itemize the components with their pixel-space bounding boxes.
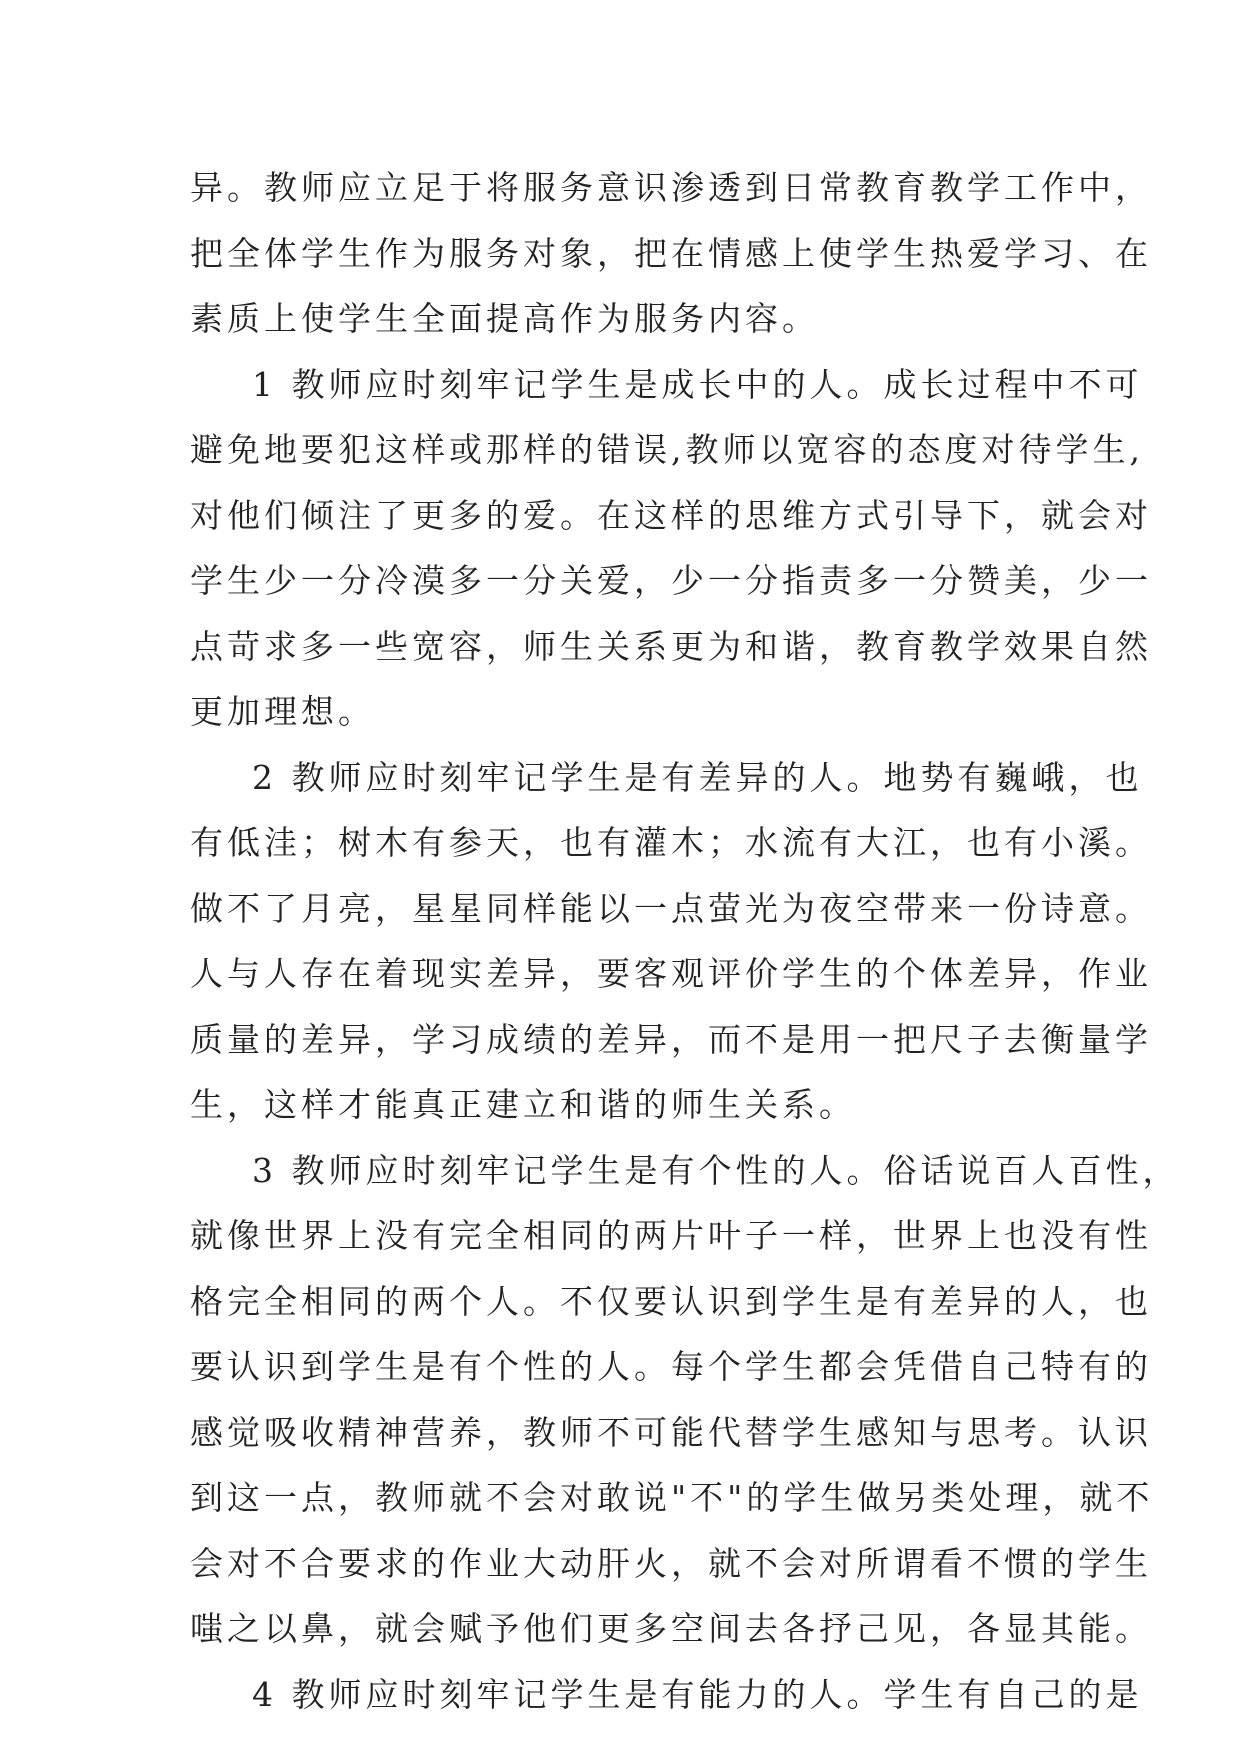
text-line: 生，这样才能真正建立和谐的师生关系。 [190, 1085, 856, 1124]
text-line: 更加理想。 [190, 692, 375, 731]
text-line: 人与人存在着现实差异，要客观评价学生的个体差异，作业 [190, 954, 1152, 993]
text-line: 异。教师应立足于将服务意识渗透到日常教育教学工作中， [190, 168, 1152, 207]
text-line: 学生少一分冷漠多一分关爱，少一分指责多一分赞美，少一 [190, 561, 1152, 600]
text-line: 做不了月亮，星星同样能以一点萤光为夜空带来一份诗意。 [190, 888, 1152, 928]
text-line: 质量的差异，学习成绩的差异，而不是用一把尺子去衡量学 [190, 1019, 1152, 1059]
paragraph-4-start-line: 4 教师应时刻牢记学生是有能力的人。学生有自己的是 [252, 1674, 1143, 1714]
text-line: 会对不合要求的作业大动肝火，就不会对所谓看不惯的学生 [190, 1543, 1152, 1583]
text-line: 对他们倾注了更多的爱。在这样的思维方式引导下，就会对 [190, 495, 1152, 535]
text-line: 到这一点，教师就不会对敢说"不"的学生做另类处理，就不 [190, 1478, 1154, 1517]
text-line: 素质上使学生全面提高作为服务内容。 [190, 299, 819, 338]
paragraph-3-start-line: 3 教师应时刻牢记学生是有个性的人。俗话说百人百性， [252, 1150, 1180, 1190]
text-line: 格完全相同的两个人。不仅要认识到学生是有差异的人，也 [190, 1281, 1152, 1321]
text-line: 感觉吸收精神营养，教师不可能代替学生感知与思考。认识 [190, 1412, 1152, 1452]
paragraph-2-start-line: 2 教师应时刻牢记学生是有差异的人。地势有巍峨，也 [252, 757, 1143, 797]
text-line: 就像世界上没有完全相同的两片叶子一样，世界上也没有性 [190, 1216, 1152, 1255]
text-line: 有低洼；树木有参天，也有灌木；水流有大江，也有小溪。 [190, 823, 1152, 862]
text-line: 嗤之以鼻，就会赋予他们更多空间去各抒己见，各显其能。 [190, 1609, 1152, 1648]
body-text [190, 155, 1180, 1727]
text-line: 要认识到学生是有个性的人。每个学生都会凭借自己特有的 [190, 1347, 1152, 1386]
text-line: 避免地要犯这样或那样的错误,教师以宽容的态度对待学生, [190, 430, 1144, 469]
text-line: 点苛求多一些宽容，师生关系更为和谐，教育教学效果自然 [190, 626, 1152, 666]
text-line: 把全体学生作为服务对象，把在情感上使学生热爱学习、在 [190, 233, 1152, 273]
paragraph-1-start-line: 1 教师应时刻牢记学生是成长中的人。成长过程中不可 [252, 364, 1143, 404]
